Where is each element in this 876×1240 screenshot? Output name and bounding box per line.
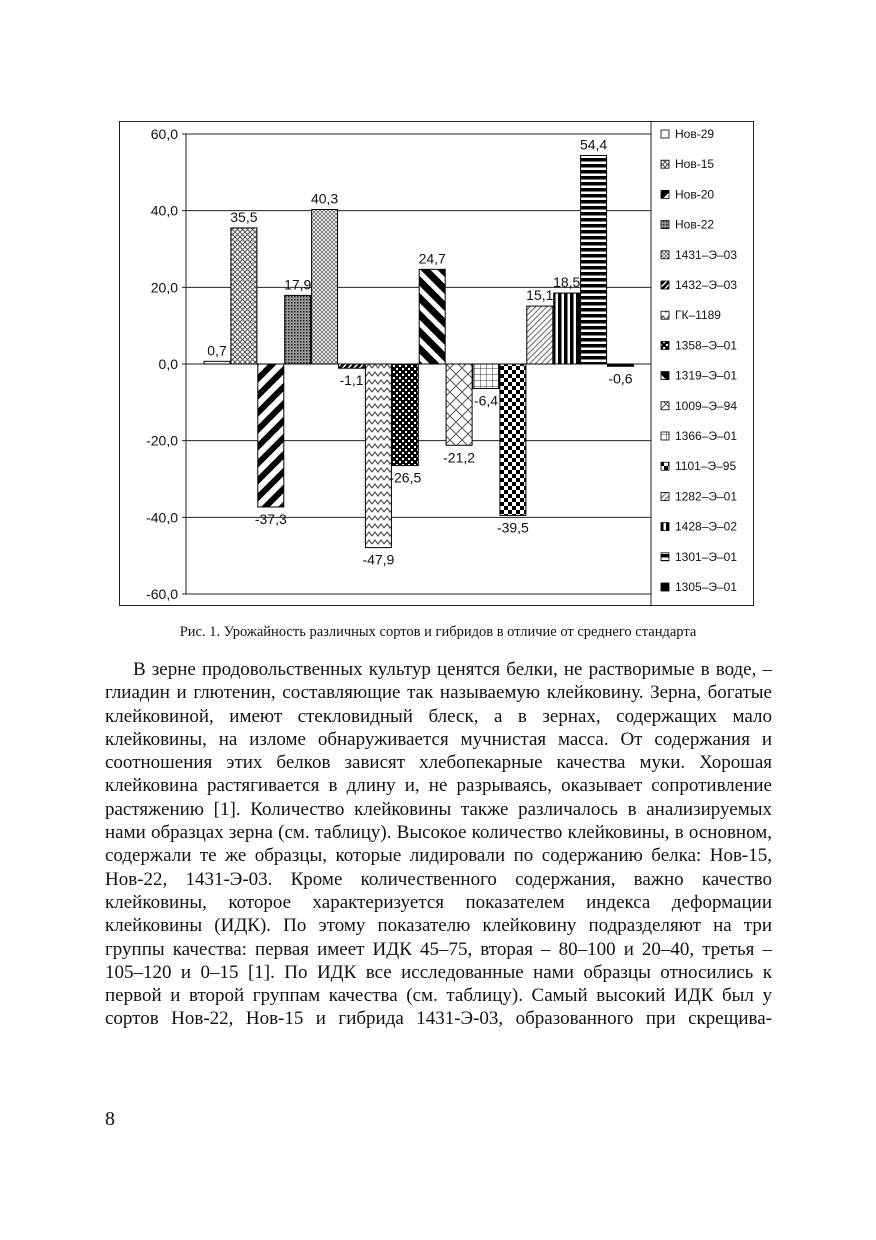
legend-entry: 1301–Э–01 (675, 549, 738, 564)
legend-swatch (661, 583, 669, 591)
legend-entry: 1009–Э–94 (675, 398, 738, 413)
legend-swatch (661, 221, 669, 229)
figure-caption: Рис. 1. Урожайность различных сортов и гибридов в отличие от среднего стандарта (179, 624, 697, 640)
data-label: -37,3 (254, 510, 287, 527)
data-label: -26,5 (389, 469, 422, 486)
data-label: 24,7 (418, 250, 446, 267)
legend-entry: 1282–Э–01 (675, 489, 738, 504)
y-tick-label: 0,0 (158, 356, 178, 372)
bar (554, 293, 580, 364)
data-label: 54,4 (579, 136, 608, 153)
data-label: -1,1 (339, 372, 364, 389)
bar (204, 361, 230, 364)
legend-swatch (661, 190, 669, 198)
bar (285, 295, 311, 364)
y-tick-label: -40,0 (146, 509, 178, 526)
legend-swatch (661, 432, 669, 440)
legend-entry: 1319–Э–01 (675, 368, 738, 383)
legend-swatch (661, 251, 669, 259)
bar (527, 306, 553, 364)
bar (258, 364, 284, 507)
bar (608, 364, 634, 366)
legend-entry: Нов-15 (675, 157, 715, 172)
y-axis (146, 126, 186, 602)
y-tick-label: 20,0 (150, 279, 178, 296)
body-text (105, 658, 772, 1031)
data-label: 40,3 (310, 190, 339, 207)
bar (365, 364, 391, 548)
legend-entry: Нов-29 (675, 127, 715, 141)
legend-entry: Нов-22 (675, 217, 715, 232)
data-label: 15,1 (526, 287, 554, 304)
bar (581, 155, 607, 364)
legend-swatch (661, 341, 669, 349)
y-tick-label: 60,0 (150, 126, 178, 142)
legend-entry: 1431–Э–03 (675, 247, 738, 262)
data-label: -39,5 (496, 519, 529, 536)
legend-entry: 1358–Э–01 (675, 338, 738, 353)
bar (419, 269, 445, 364)
legend-entry: 1101–Э–95 (675, 459, 737, 474)
data-label: -6,4 (473, 392, 499, 409)
legend-swatch (661, 160, 669, 168)
page-number: 8 (105, 1108, 115, 1130)
paragraph: В зерне продовольственных культур ценятся белки, не растворимые в воде, – глиадин и глютенин, составляющие так называемую клейковину. Зерна, богатые клейковиной, имеют стекловидный блеск, а в зернах, содержащих мало клейковины, на изломе обнаруживается мучнистая масса. От содержания и соотношения этих белков зависят хлебопекарные качества муки. Хорошая клейковина растягивается в длину и, не разрываясь, оказывает сопротивление растяжению [1]. Количество клейковины также различалось в анализируемых нами образцах зерна (см. таблицу). Высокое количество клейковины, в основном, содержали те же образцы, которые лидировали по содержанию белка: Нов-15, Нов-22, 1431-Э-03. Кроме количественного содержания, важно качество клейковины, которое характеризуется показателем индекса деформации клейковины (ИДК). По этому показателю клейковину подразделяют на три группы качества: первая имеет ИДК 45–75, вторая – 80–100 и 20–40, третья – 105–120 и 0–15 [1]. По ИДК все исследованные нами образцы относились к первой и второй группам качества (см. таблицу). Самый высокий ИДК был у сортов Нов-22, Нов-15 и гибрида 1431-Э-03, образованного при скрещива- (105, 659, 772, 1030)
bar (339, 364, 365, 368)
legend-swatch (661, 523, 669, 531)
legend-entry: ГК–1189 (675, 308, 721, 323)
chart-figure (119, 121, 754, 606)
legend-swatch (661, 130, 669, 138)
legend-entry: Нов-20 (675, 187, 715, 202)
legend-swatch (661, 553, 669, 561)
legend-swatch (661, 281, 669, 289)
bar (392, 364, 418, 466)
bar-chart (120, 122, 753, 605)
data-label: 0,7 (207, 342, 227, 359)
bars (204, 155, 634, 547)
bar (231, 228, 257, 364)
data-label: -0,6 (608, 370, 633, 387)
legend-swatch (661, 462, 669, 470)
y-tick-label: -60,0 (146, 586, 178, 602)
bar (473, 364, 499, 389)
data-label: 17,9 (284, 276, 312, 293)
bar (312, 210, 338, 364)
legend-entry: 1432–Э–03 (675, 278, 738, 292)
legend-swatch (661, 492, 669, 500)
y-tick-label: 40,0 (150, 202, 178, 219)
legend-entry: 1366–Э–01 (675, 429, 738, 443)
legend-swatch (661, 311, 669, 319)
legend-entry: 1305–Э–01 (675, 580, 738, 594)
bar (500, 364, 526, 515)
legend (661, 127, 737, 594)
y-tick-label: -20,0 (146, 432, 178, 449)
bar (446, 364, 472, 445)
legend-entry: 1428–Э–02 (675, 519, 738, 534)
data-label: -21,2 (443, 449, 476, 466)
data-label: -47,9 (362, 551, 395, 568)
data-label: 18,5 (553, 274, 581, 291)
data-label: 35,5 (230, 208, 258, 225)
legend-swatch (661, 372, 669, 380)
legend-swatch (661, 402, 669, 410)
